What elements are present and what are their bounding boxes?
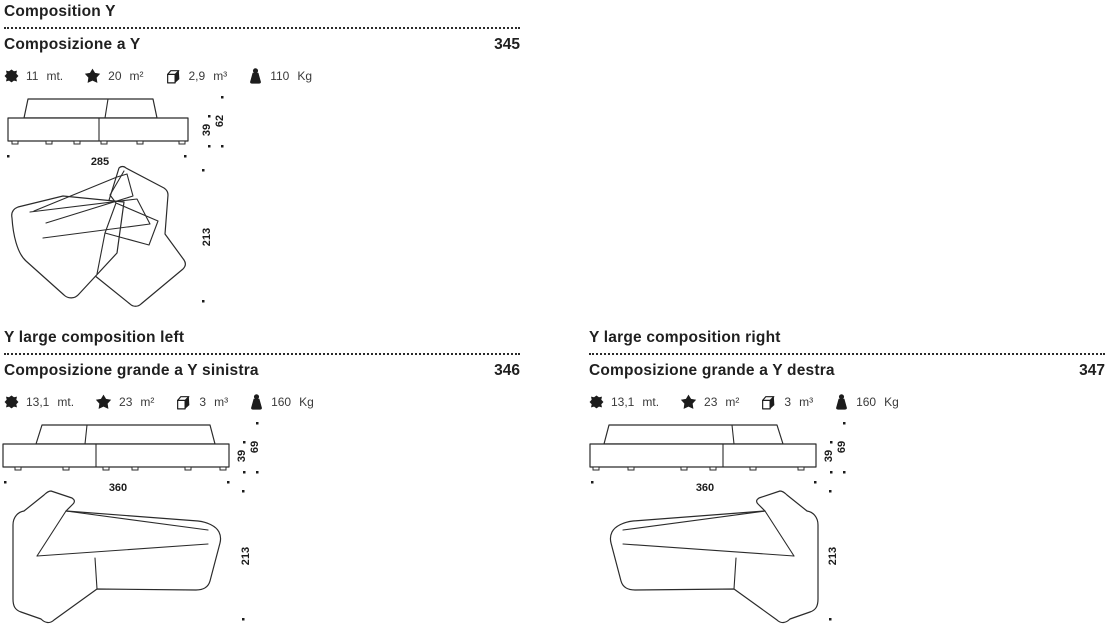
composition-section-345 [4,2,520,247]
leather-spec [680,394,739,410]
composition-section-346 [4,328,520,566]
volume-unit: m³ [213,69,228,83]
composition-title-en: Y large composition right [589,329,781,346]
weight-unit: Kg [297,69,313,83]
volume-cube-icon [760,394,777,411]
weight-unit: Kg [884,395,899,409]
weight-icon [248,68,263,84]
weight-spec [248,68,312,84]
fabric-spec [4,69,63,84]
subtitle-row [589,362,1105,380]
weight-value: 160 [856,395,877,409]
dotted-divider [4,27,520,29]
spec-row [4,393,520,411]
volume-cube-icon [165,68,182,85]
top-view-drawing [591,486,849,634]
depth-dimension: 213 [201,227,213,247]
spec-row [589,393,1105,411]
fabric-unit: mt. [46,69,64,83]
weight-icon [834,394,849,410]
composition-section-347 [589,328,1105,566]
total-height-dimension: 69 [836,440,848,454]
fabric-value: 13,1 [611,395,635,409]
subtitle-row [4,36,520,54]
top-view-drawing [6,165,218,315]
product-code: 345 [494,36,520,53]
volume-spec [175,394,228,411]
fabric-unit: mt. [642,395,660,409]
leather-value: 23 [704,395,718,409]
volume-unit: m³ [214,395,229,409]
leather-hide-icon [680,394,697,410]
leather-spec [84,68,143,84]
weight-value: 160 [271,395,292,409]
leather-spec [95,394,154,410]
weight-spec [834,394,899,410]
leather-hide-icon [84,68,101,84]
leather-value: 20 [108,69,122,83]
fabric-spec [4,395,74,410]
subtitle-row [4,362,520,380]
volume-value: 3 [199,395,207,409]
volume-spec [760,394,813,411]
leather-value: 23 [119,395,133,409]
composition-title-en: Y large composition left [4,329,185,346]
leather-unit: m² [129,69,144,83]
spec-row [4,67,520,85]
leather-hide-icon [95,394,112,410]
front-view-drawing [4,94,234,168]
width-dimension: 285 [90,156,110,168]
volume-spec [165,68,228,85]
front-view-drawing [589,420,855,494]
fabric-swatch-icon [4,69,19,84]
front-view-drawing [2,420,268,494]
leather-unit: m² [140,395,155,409]
width-dimension: 360 [108,482,128,494]
depth-dimension: 213 [827,546,839,566]
seat-height-dimension: 39 [823,449,835,463]
fabric-value: 13,1 [26,395,50,409]
dotted-divider [4,353,520,355]
dotted-divider [589,353,1105,355]
weight-spec [249,394,314,410]
composition-title-it: Composizione grande a Y destra [589,362,835,379]
top-view-drawing [4,486,262,634]
composition-title-en: Composition Y [4,3,116,20]
total-height-dimension: 62 [214,114,226,128]
seat-height-dimension: 39 [201,123,213,137]
fabric-value: 11 [26,69,39,83]
fabric-unit: mt. [57,395,75,409]
weight-icon [249,394,264,410]
weight-value: 110 [270,69,290,83]
depth-dimension: 213 [240,546,252,566]
total-height-dimension: 69 [249,440,261,454]
composition-title-it: Composizione grande a Y sinistra [4,362,259,379]
volume-value: 3 [784,395,792,409]
volume-cube-icon [175,394,192,411]
volume-value: 2,9 [188,69,206,83]
leather-unit: m² [725,395,740,409]
width-dimension: 360 [695,482,715,494]
product-code: 347 [1079,362,1105,379]
composition-title-it: Composizione a Y [4,36,141,53]
fabric-spec [589,395,659,410]
volume-unit: m³ [799,395,814,409]
weight-unit: Kg [299,395,314,409]
fabric-swatch-icon [4,395,19,410]
seat-height-dimension: 39 [236,449,248,463]
fabric-swatch-icon [589,395,604,410]
product-code: 346 [494,362,520,379]
